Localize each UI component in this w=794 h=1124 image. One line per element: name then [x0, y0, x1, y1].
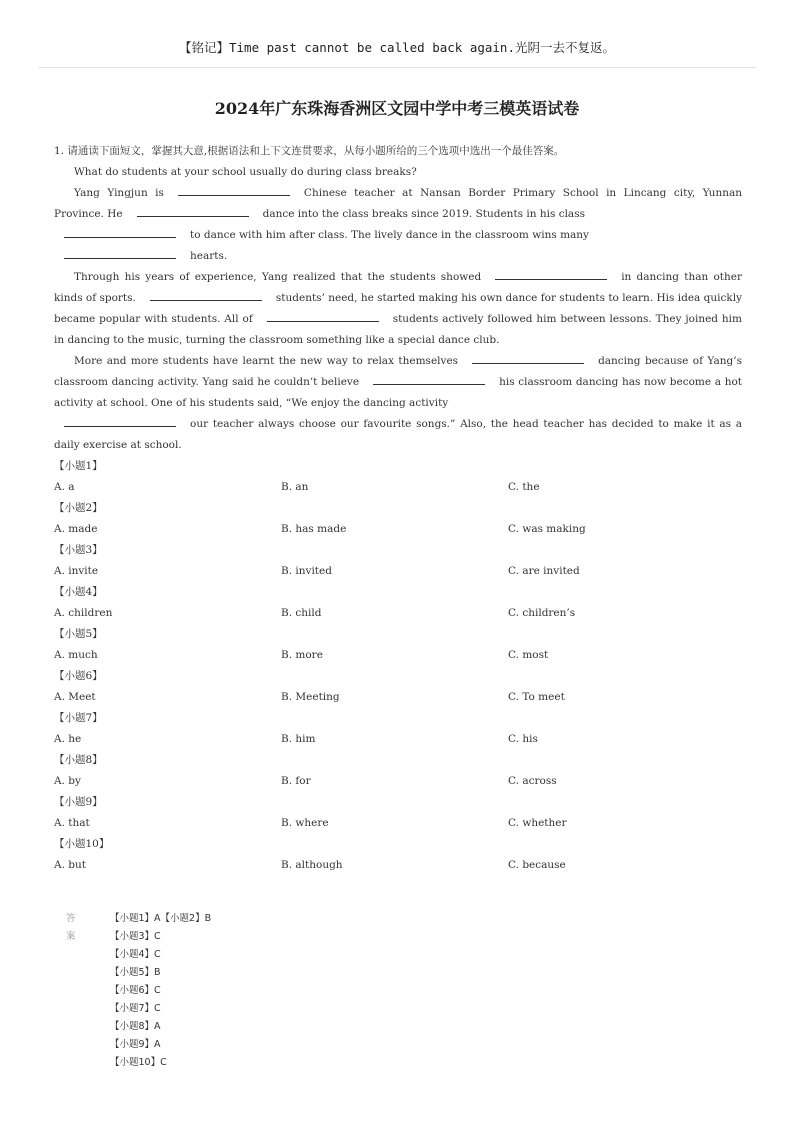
option-b[interactable]: B. has made [281, 523, 347, 535]
answer-label: 答案 [66, 913, 80, 942]
option-b[interactable]: B. Meeting [281, 691, 340, 703]
passage-paragraph-3 [54, 351, 742, 456]
answer-blank-3 [64, 227, 176, 238]
option-a[interactable]: A. Meet [54, 691, 96, 703]
subquestion-label: 【小题2】 [54, 502, 103, 514]
subquestion-label: 【小题10】 [54, 838, 110, 850]
question-instruction: 1. 请通读下面短文，掌握其大意,根据语法和上下文连贯要求，从每小题所给的三个选项中选出一个最佳答案。 [54, 145, 565, 157]
option-a[interactable]: A. made [54, 523, 98, 535]
option-b[interactable]: B. where [281, 817, 329, 829]
passage-text: in dancing than other kinds of sports. [54, 271, 742, 304]
answer-blank-7 [267, 311, 379, 322]
passage-text: students actively followed him between lessons. They joined him in dancing to the music, turning the classroom something like a special dance club. [54, 313, 742, 346]
answer-blank-5 [495, 269, 607, 280]
option-a[interactable]: A. but [54, 859, 86, 871]
option-row [54, 687, 742, 708]
option-c[interactable]: C. To meet [508, 691, 565, 703]
answer-line: 【小题8】A [110, 1021, 161, 1032]
option-c[interactable]: C. across [508, 775, 557, 787]
option-c[interactable]: C. children’s [508, 607, 576, 619]
header-divider [38, 67, 756, 68]
answer-blank-4 [64, 248, 176, 259]
option-b[interactable]: B. although [281, 859, 343, 871]
answer-line: 【小题3】C [110, 931, 161, 942]
option-a[interactable]: A. that [54, 817, 90, 829]
subquestion-label: 【小题6】 [54, 670, 103, 682]
option-row [54, 855, 742, 876]
answer-line: 【小题5】B [110, 967, 161, 978]
option-row [54, 729, 742, 750]
option-b[interactable]: B. an [281, 481, 309, 493]
subquestion-label: 【小题9】 [54, 796, 103, 808]
option-b[interactable]: B. invited [281, 565, 332, 577]
passage-paragraph-2 [54, 267, 742, 351]
option-b[interactable]: B. him [281, 733, 316, 745]
answer-blank-8 [472, 353, 584, 364]
subquestion-label: 【小题8】 [54, 754, 103, 766]
passage-subtitle: What do students at your school usually do during class breaks? [74, 166, 417, 178]
option-b[interactable]: B. more [281, 649, 323, 661]
passage-text: Chinese teacher at Nansan Border Primary School in Lincang city, Yunnan Province. He [54, 187, 742, 220]
passage-text: dance into the class breaks since 2019. Students in his class [262, 208, 585, 220]
passage-text: to dance with him after class. The lively dance in the classroom wins many [190, 229, 589, 241]
answer-blank-10 [64, 416, 176, 427]
passage-text: Through his years of experience, Yang realized that the students showed [74, 271, 482, 283]
passage-paragraph-1 [54, 183, 742, 267]
passage-text: dancing because of Yang’s classroom dancing activity. Yang said he couldn’t believe [54, 355, 742, 388]
option-c[interactable]: C. are invited [508, 565, 580, 577]
subquestion-label: 【小题5】 [54, 628, 103, 640]
answer-line: 【小题10】C [110, 1057, 167, 1068]
passage-text: his classroom dancing has now become a hot activity at school. One of his students said, “We enjoy the dancing activity [54, 376, 742, 409]
option-a[interactable]: A. invite [54, 565, 99, 577]
passage-text: Yang Yingjun is [74, 187, 164, 199]
option-a[interactable]: A. he [54, 733, 82, 745]
option-row [54, 645, 742, 666]
option-row [54, 477, 742, 498]
page-title: 2024年广东珠海香洲区文园中学中考三模英语试卷 [214, 99, 580, 118]
option-row [54, 519, 742, 540]
subquestion-list [54, 456, 742, 876]
answer-line: 【小题7】C [110, 1003, 161, 1014]
option-row [54, 603, 742, 624]
passage-text: students’ need, he started making his own dance for students to learn. His idea quickly became popular with students. All of [54, 292, 743, 325]
page-header-motto: 【铭记】Time past cannot be called back again.光阴一去不复返。 [179, 40, 615, 55]
passage-text: our teacher always choose our favourite songs.” Also, the head teacher has decided to make it as a daily exercise at school. [54, 418, 742, 451]
option-a[interactable]: A. by [54, 775, 81, 787]
answer-line: 【小题6】C [110, 985, 161, 996]
subquestion-label: 【小题4】 [54, 586, 103, 598]
answer-line: 【小题4】C [110, 949, 161, 960]
option-a[interactable]: A. children [54, 607, 113, 619]
subquestion-label: 【小题1】 [54, 460, 103, 472]
answer-list [110, 910, 211, 1072]
option-b[interactable]: B. for [281, 775, 311, 787]
question-body [54, 141, 742, 876]
option-row [54, 771, 742, 792]
passage-text: hearts. [190, 250, 228, 262]
answer-blank-2 [137, 206, 249, 217]
option-row [54, 561, 742, 582]
option-c[interactable]: C. the [508, 481, 540, 493]
answer-blank-6 [150, 290, 262, 301]
answer-line: 【小题1】A【小题2】B [110, 913, 212, 924]
option-b[interactable]: B. child [281, 607, 322, 619]
option-a[interactable]: A. a [54, 481, 75, 493]
option-row [54, 813, 742, 834]
option-c[interactable]: C. whether [508, 817, 567, 829]
answer-blank-1 [178, 185, 290, 196]
answer-line: 【小题9】A [110, 1039, 161, 1050]
option-c[interactable]: C. was making [508, 523, 586, 535]
passage-text: More and more students have learnt the new way to relax themselves [74, 355, 459, 367]
option-c[interactable]: C. because [508, 859, 566, 871]
option-a[interactable]: A. much [54, 649, 98, 661]
option-c[interactable]: C. most [508, 649, 549, 661]
option-c[interactable]: C. his [508, 733, 538, 745]
answer-blank-9 [373, 374, 485, 385]
subquestion-label: 【小题7】 [54, 712, 103, 724]
subquestion-label: 【小题3】 [54, 544, 103, 556]
